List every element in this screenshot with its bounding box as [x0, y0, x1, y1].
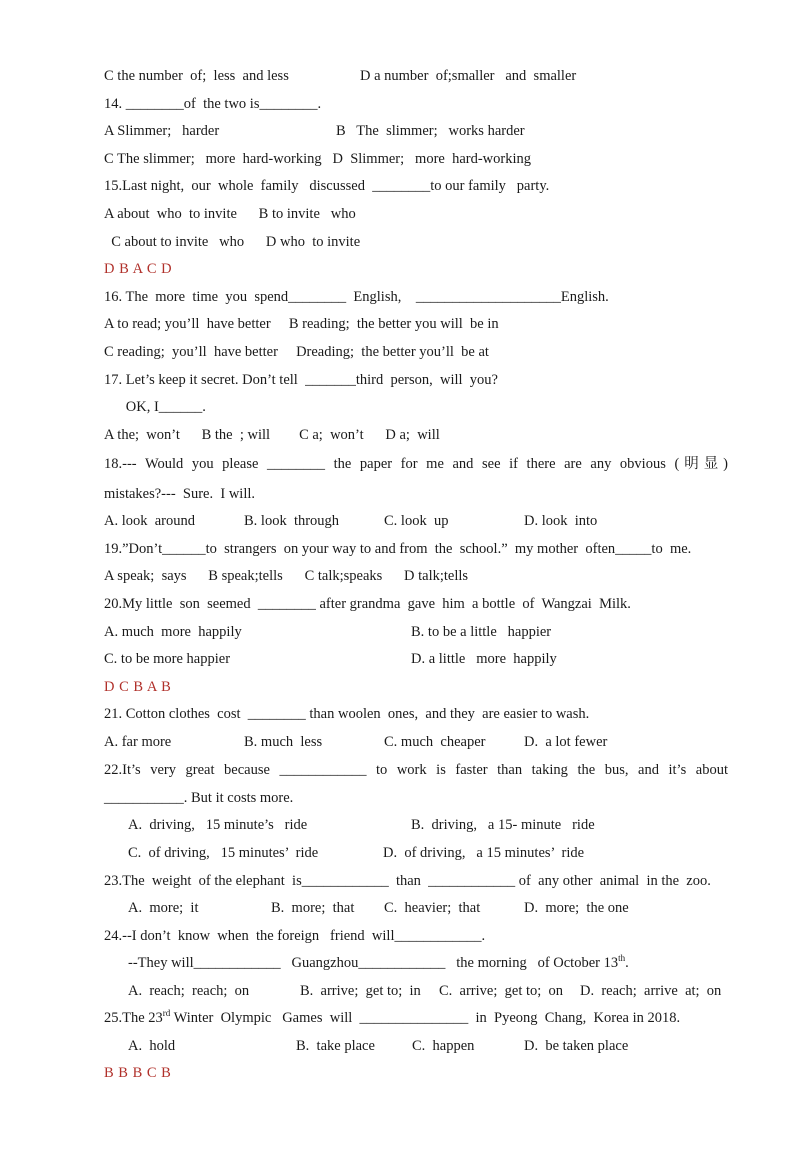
q14-options-cd: C The slimmer; more hard-working D Slimmer; more hard-working [104, 151, 531, 167]
q25-stem-rest: Winter Olympic Games will _______________ in Pyeong Chang, Korea in 2018. [170, 1010, 681, 1026]
q25-superscript: rd [162, 1008, 171, 1018]
q24-period: . [625, 955, 629, 971]
q13-option-c: C the number of; less and less [104, 68, 289, 84]
q13-option-d: D a number of;smaller and smaller [360, 68, 577, 84]
q24-option-b: B. arrive; get to; in [300, 983, 421, 999]
q20-stem: 20.My little son seemed ________ after grandma gave him a bottle of Wangzai Milk. [104, 596, 631, 612]
q24-option-c: C. arrive; get to; on [439, 983, 564, 999]
q24-reply-text: --They will____________ Guangzhou____________ the morning of October 13 [128, 955, 619, 971]
q25-stem [104, 1008, 728, 1028]
q18-option-c: C. look up [384, 513, 449, 529]
answer-key-16-20: D C B A B [104, 679, 172, 695]
q23-option-c: C. heavier; that [384, 900, 481, 916]
q25-option-d: D. be taken place [524, 1038, 629, 1054]
q17-reply: OK, I______. [104, 399, 206, 415]
q18-option-a: A. look around [104, 513, 196, 529]
answer-key-21-25: B B B C B [104, 1065, 172, 1081]
q23-option-a: A. more; it [128, 900, 199, 916]
q25-option-c: C. happen [412, 1038, 475, 1054]
q24-reply [128, 953, 728, 973]
q21-option-a: A. far more [104, 734, 172, 750]
q18-option-d: D. look into [524, 513, 598, 529]
q17-options: A the; won’t B the ; will C a; won’t D a; will [104, 427, 440, 443]
q25-stem-start: 25.The 23 [104, 1010, 163, 1026]
q22-option-c: C. of driving, 15 minutes’ ride [128, 845, 319, 861]
q18-stem: 18.--- Would you please ________ the paper for me and see if there are any obvious (明显) [104, 456, 728, 472]
q20-option-a: A. much more happily [104, 624, 242, 640]
q25-option-b: B. take place [296, 1038, 375, 1054]
q19-options: A speak; says B speak;tells C talk;speaks D talk;tells [104, 568, 469, 584]
q14-stem: 14. ________of the two is________. [104, 96, 322, 112]
q24-stem: 24.--I don’t know when the foreign friend will____________. [104, 928, 486, 944]
q15-options-cd: C about to invite who D who to invite [104, 234, 361, 250]
q25-option-a: A. hold [128, 1038, 176, 1054]
q22-stem-cont: ___________. But it costs more. [104, 790, 294, 806]
q18-stem-cont: mistakes?--- Sure. I will. [104, 486, 256, 502]
q20-option-c: C. to be more happier [104, 651, 231, 667]
q25-options [104, 1036, 728, 1156]
q15-options-ab: A about who to invite B to invite who [104, 206, 356, 222]
q23-option-d: D. more; the one [524, 900, 629, 916]
q24-option-a: A. reach; reach; on [128, 983, 250, 999]
q21-option-b: B. much less [244, 734, 323, 750]
q16-options-cd: C reading; you’ll have better Dreading; the better you’ll be at [104, 344, 489, 360]
q24-superscript: th [618, 953, 626, 963]
q16-options-ab: A to read; you’ll have better B reading; the better you will be in [104, 316, 499, 332]
q22-option-d: D. of driving, a 15 minutes’ ride [383, 845, 585, 861]
q22-option-a: A. driving, 15 minute’s ride [128, 817, 308, 833]
q14-option-a: A Slimmer; harder [104, 123, 220, 139]
q19-stem: 19.”Don’t______to strangers on your way to and from the school.” my mother often_____to me. [104, 541, 692, 557]
q18-option-b: B. look through [244, 513, 340, 529]
q20-option-d: D. a little more happily [411, 651, 557, 667]
q20-option-b: B. to be a little happier [411, 624, 552, 640]
q17-stem: 17. Let’s keep it secret. Don’t tell _______third person, will you? [104, 372, 498, 388]
answer-key-11-15: D B A C D [104, 261, 173, 277]
q23-option-b: B. more; that [271, 900, 355, 916]
q15-stem: 15.Last night, our whole family discussed ________to our family party. [104, 178, 550, 194]
q22-option-b: B. driving, a 15- minute ride [411, 817, 595, 833]
q14-option-b: B The slimmer; works harder [336, 123, 525, 139]
q21-stem: 21. Cotton clothes cost ________ than woolen ones, and they are easier to wash. [104, 706, 590, 722]
q23-stem: 23.The weight of the elephant is____________ than ____________ of any other animal in the zoo. [104, 873, 711, 889]
q21-option-c: C. much cheaper [384, 734, 486, 750]
q16-stem: 16. The more time you spend________ English, ____________________English. [104, 289, 609, 305]
q21-option-d: D. a lot fewer [524, 734, 608, 750]
q24-option-d: D. reach; arrive at; on [580, 983, 722, 999]
q22-stem: 22.It’s very great because ____________ to work is faster than taking the bus, and it’s about [104, 762, 728, 778]
